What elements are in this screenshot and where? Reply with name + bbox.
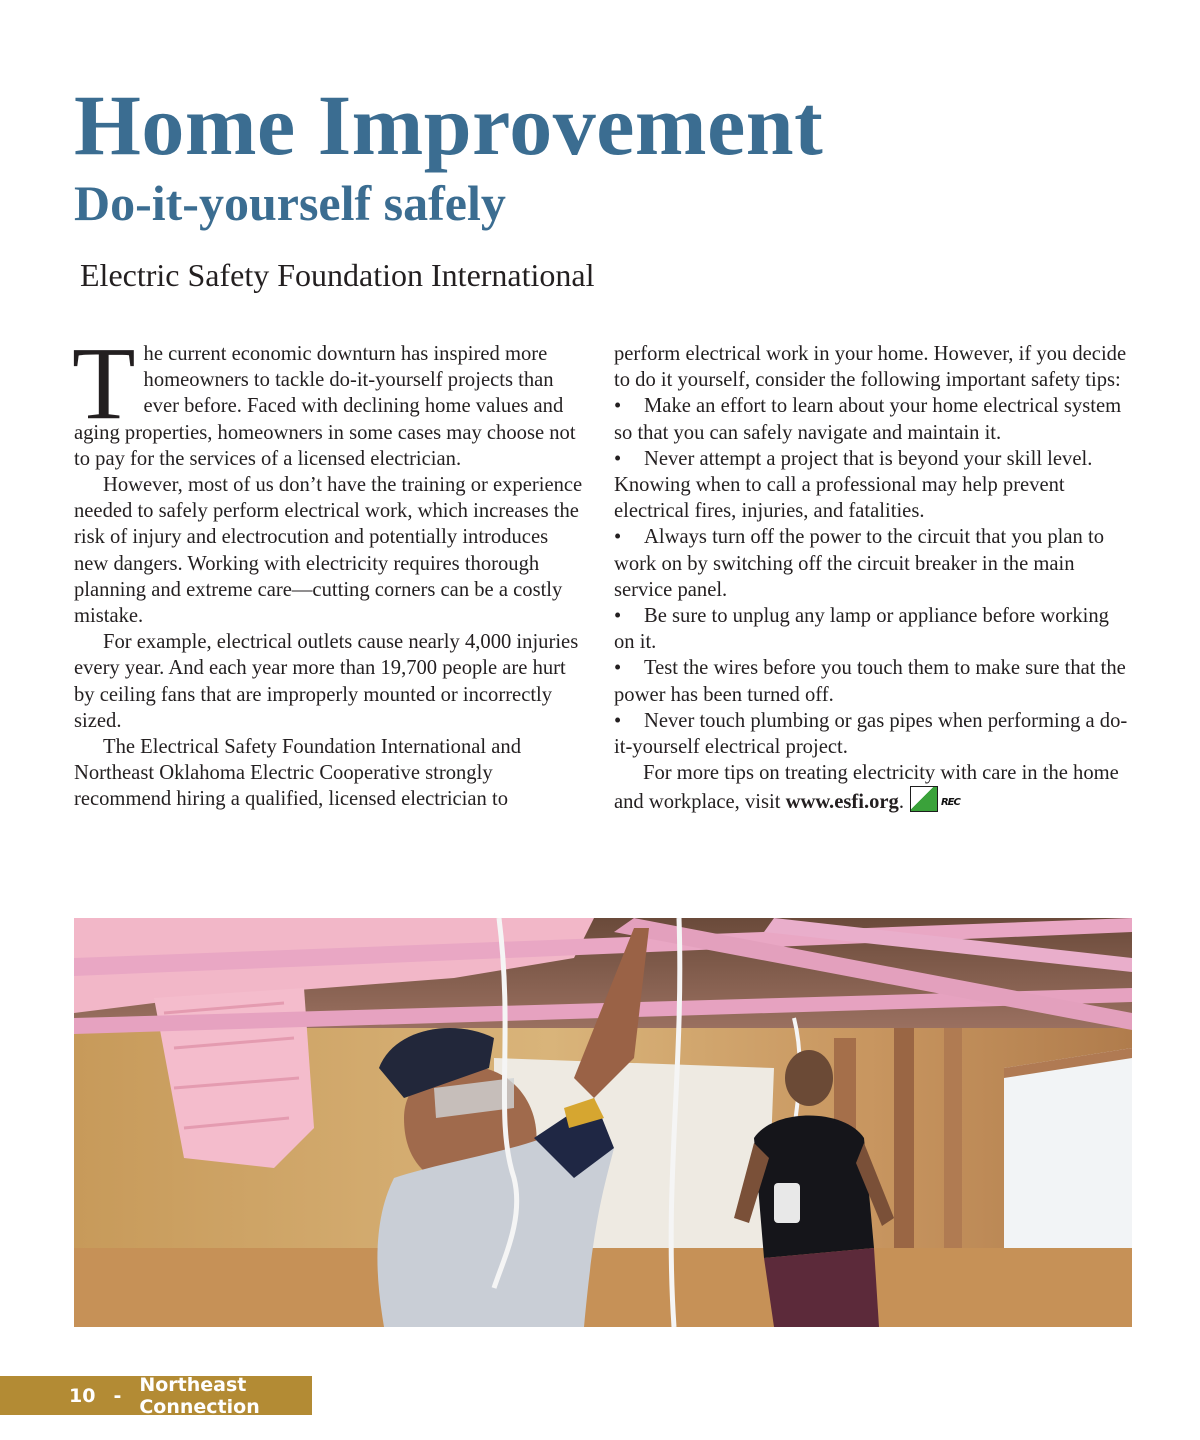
bullet-item: • Never touch plumbing or gas pipes when performing a do-it-yourself electrical project. xyxy=(614,709,1128,759)
article-subtitle: Do-it-yourself safely xyxy=(74,175,506,231)
drop-cap: T xyxy=(72,326,136,441)
paragraph-2: However, most of us don’t have the training or experience needed to safely perform electrical work, which increases the risk of injury and electrocution and potentially introduces new dangers. Working with electricity requires thorough planning and extreme care—cutting corners can be a costly mistake. xyxy=(74,474,583,628)
bullet-icon: • xyxy=(614,395,622,418)
footer-separator: - xyxy=(113,1384,122,1407)
paragraph-1 xyxy=(72,326,586,472)
page-number: 10 xyxy=(69,1384,96,1407)
bullet-item: • Never attempt a project that is beyond your skill level. Knowing when to call a professional may help prevent electrical fires, injuries, and fatalities. xyxy=(614,447,1093,523)
bullet-icon: • xyxy=(614,657,622,680)
esfi-link[interactable]: www.esfi.org xyxy=(785,791,899,814)
article-byline: Electric Safety Foundation International xyxy=(80,257,595,293)
bullet-item: • Test the wires before you touch them to make sure that the power has been turned off. xyxy=(614,657,1126,706)
right-intro: perform electrical work in your home. However, if you decide to do it yourself, consider the following important safety tips: xyxy=(614,343,1127,392)
left-column xyxy=(72,326,586,813)
closing-paragraph: For more tips on treating electricity with care in the home and workplace, visit www.esfi.org. REC xyxy=(614,762,1119,814)
bullet-item: • Make an effort to learn about your home electrical system so that you can safely navigate and maintain it. xyxy=(614,395,1122,444)
rec-logo-icon: REC xyxy=(910,786,938,812)
bullet-icon: • xyxy=(614,526,622,549)
paragraph-3: For example, electrical outlets cause nearly 4,000 injuries every year. And each year more than 19,700 people are hurt by ceiling fans that are improperly mounted or incorrectly sized. xyxy=(74,631,579,732)
right-column xyxy=(614,341,1134,816)
bullet-icon: • xyxy=(614,709,622,732)
article-photo xyxy=(74,918,1132,1327)
footer-page-tab xyxy=(0,1373,312,1418)
electricians-working-photo xyxy=(74,918,1132,1327)
paragraph-1-text: he current economic downturn has inspired more homeowners to tackle do-it-yourself projects than ever before. Faced with declining home values and aging properties, homeowners in some cases may choose not to pay for the services of a licensed electrician. xyxy=(74,343,576,470)
bullet-icon: • xyxy=(614,447,622,470)
article-title: Home Improvement xyxy=(74,77,824,173)
paragraph-4: The Electrical Safety Foundation International and Northeast Oklahoma Electric Cooperative strongly recommend hiring a qualified, licensed electrician to xyxy=(74,736,522,811)
bullet-item: • Always turn off the power to the circuit that you plan to work on by switching off the circuit breaker in the main service panel. xyxy=(614,526,1105,601)
bullet-item: • Be sure to unplug any lamp or appliance before working on it. xyxy=(614,605,1109,654)
publication-name: Northeast Connection xyxy=(139,1373,260,1418)
bullet-icon: • xyxy=(614,605,622,628)
